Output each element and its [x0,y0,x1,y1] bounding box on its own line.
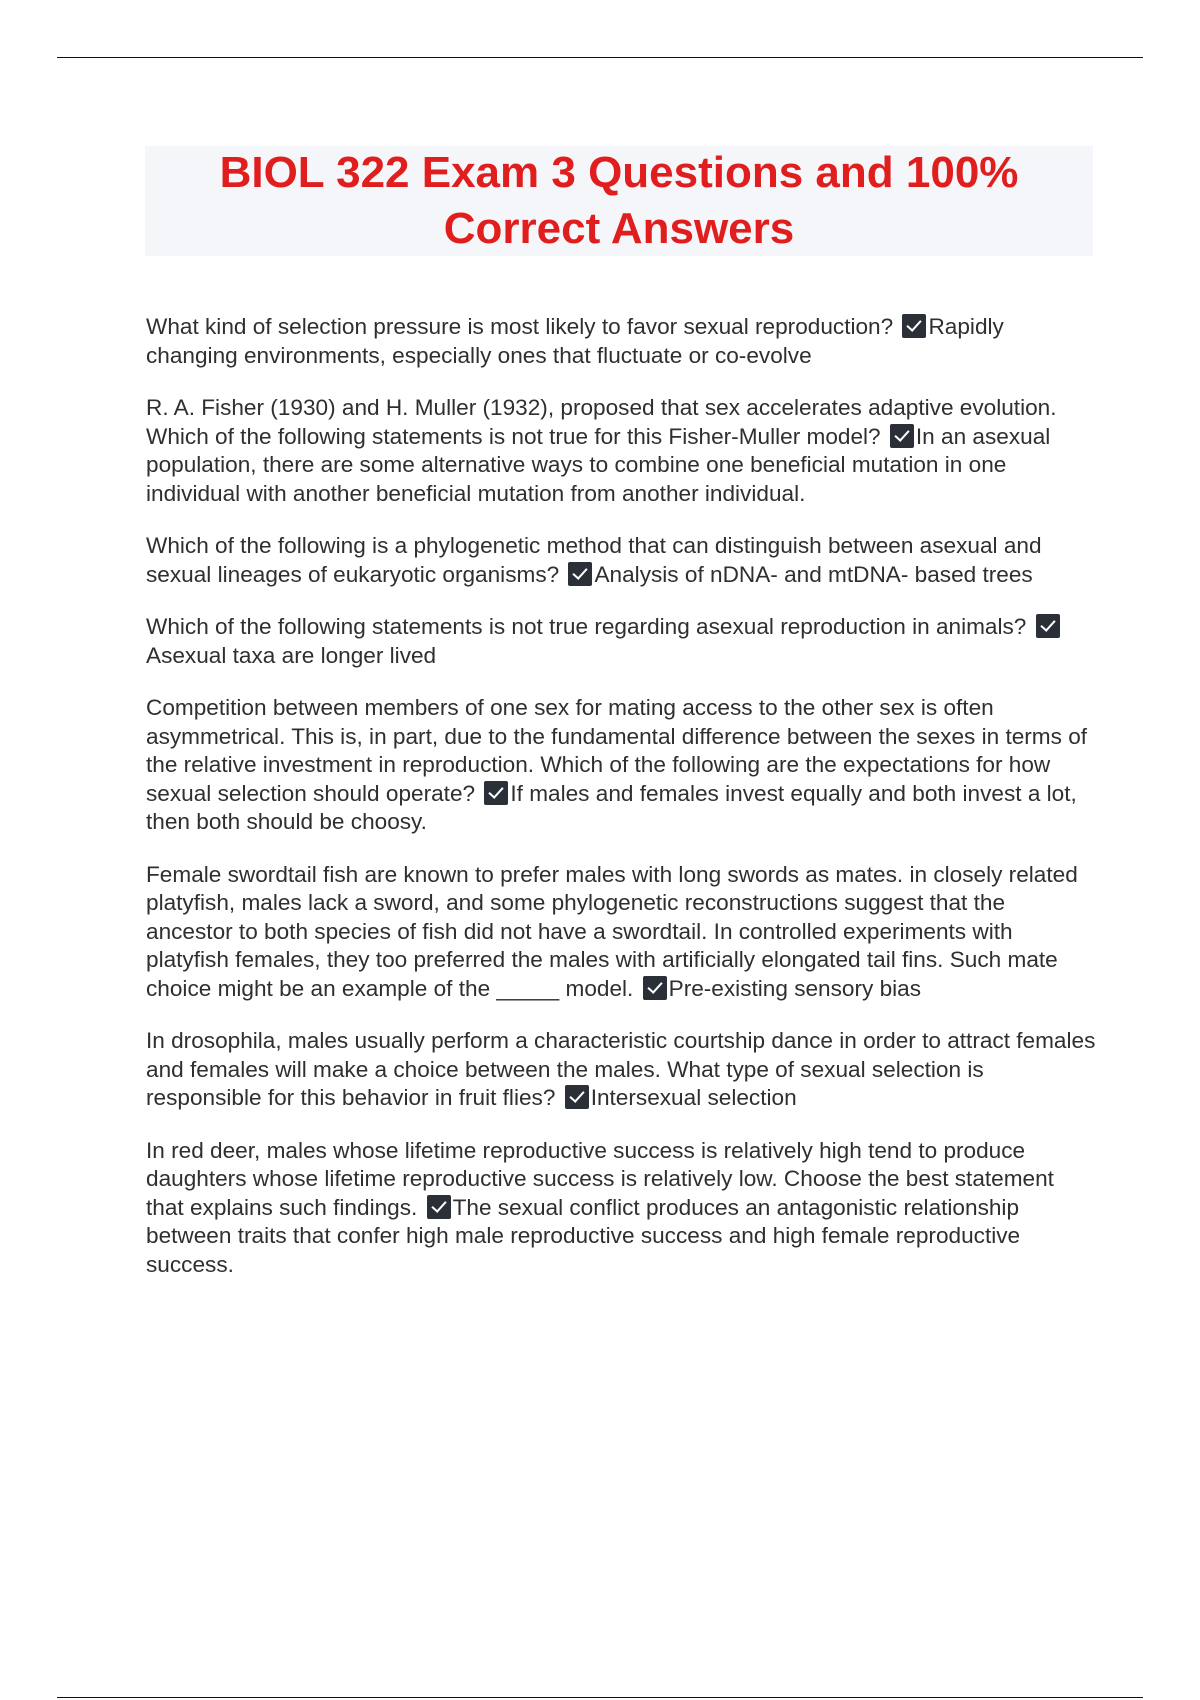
answer-text: Rapidly changing environments, especially ones that fluctuate or co-evolve [146,314,1004,368]
answer-text: In an asexual population, there are some alternative ways to combine one beneficial mutation in one individual with another beneficial mutation from another individual. [146,423,1051,506]
top-rule [57,57,1143,58]
question-text: In red deer, males whose lifetime reproductive success is relatively high tend to produce daughters whose lifetime reproductive success is relatively low. Choose the best statement that explains such findings. [146,1137,1054,1220]
answer-text: If males and females invest equally and both invest a lot, then both should be choosy. [146,780,1077,834]
question-text: Which of the following statements is not true regarding asexual reproduction in animals? [146,614,1027,639]
qa-item [146,1027,1096,1113]
check-box-icon [902,314,926,338]
qa-item [146,313,1096,370]
answer-text: Pre-existing sensory bias [668,975,922,1001]
qa-item [146,532,1096,589]
document-title: BIOL 322 Exam 3 Questions and 100% Correct Answers [219,148,1019,253]
qa-item [146,394,1096,508]
qa-item [146,694,1096,837]
qa-item [146,861,1096,1004]
question-text: R. A. Fisher (1930) and H. Muller (1932), proposed that sex accelerates adaptive evolution. Which of the following statements is not true for this Fisher-Muller model? [146,395,1057,449]
answer-text: Asexual taxa are longer lived [146,642,437,668]
check-box-icon [484,781,508,805]
qa-item [146,613,1096,670]
check-box-icon [568,562,592,586]
check-box-icon [890,424,914,448]
question-text: What kind of selection pressure is most likely to favor sexual reproduction? [146,314,894,339]
check-box-icon [427,1195,451,1219]
check-box-icon [1036,614,1060,638]
question-text: Female swordtail fish are known to prefer males with long swords as mates. in closely related platyfish, males lack a sword, and some phylogenetic reconstructions suggest that the ancestor to both species of fish did not have a swordtail. In controlled experiments with platyfish females, they too preferred the males with artificially elongated tail fins. Such mate choice might be an example of the _____ model. [146,861,1078,1001]
check-box-icon [643,976,667,1000]
answer-text: Intersexual selection [590,1085,797,1110]
qa-item [146,1137,1096,1280]
question-text: Which of the following is a phylogenetic method that can distinguish between asexual and sexual lineages of eukaryotic organisms? [146,533,1042,587]
bottom-rule [57,1697,1143,1698]
answer-text: Analysis of nDNA- and mtDNA- based trees [594,561,1033,587]
question-text: In drosophila, males usually perform a characteristic courtship dance in order to attract females and females will make a choice between the males. What type of sexual selection is responsible for this behavior in fruit flies? [146,1028,1096,1110]
question-text: Competition between members of one sex for mating access to the other sex is often asymmetrical. This is, in part, due to the fundamental difference between the sexes in terms of the relative investment in reproduction. Which of the following are the expectations for how sexual selection should operate? [146,695,1088,806]
title-banner [145,146,1093,256]
qa-list [146,313,1096,1303]
check-box-icon [565,1085,589,1109]
answer-text: The sexual conflict produces an antagonistic relationship between traits that confer high male reproductive success and high female reproductive success. [146,1194,1021,1277]
